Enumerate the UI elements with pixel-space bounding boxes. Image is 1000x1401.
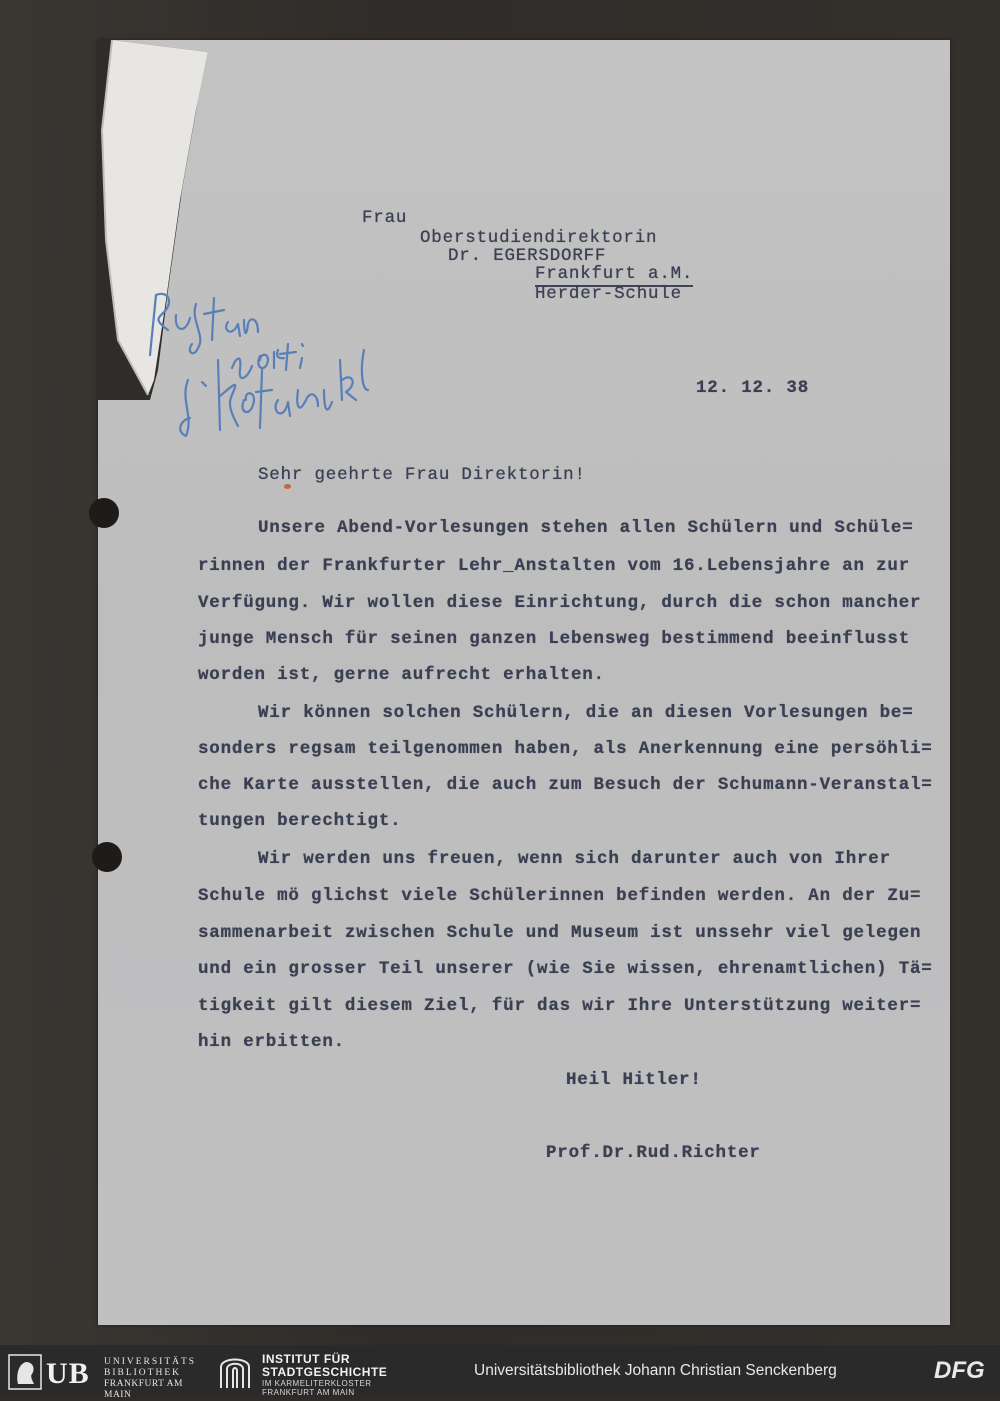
letter-closing: Heil Hitler! xyxy=(566,1070,702,1090)
letter-greeting: Sehr geehrte Frau Direktorin! xyxy=(258,465,586,485)
body-line: hin erbitten. xyxy=(198,1032,345,1052)
address-school: Herder-Schule xyxy=(535,284,682,304)
letter-date: 12. 12. 38 xyxy=(696,378,810,398)
inst-line-4: FRANKFURT AM MAIN xyxy=(262,1388,355,1397)
institut-logo[interactable] xyxy=(218,1351,418,1397)
dfg-logo[interactable]: DFG xyxy=(934,1357,985,1384)
ub-line-1: UNIVERSITÄTS xyxy=(104,1357,197,1367)
institut-title xyxy=(262,1353,387,1379)
footer-bar xyxy=(0,1345,1000,1400)
punch-hole-top xyxy=(89,498,119,528)
body-line: Wir können solchen Schülern, die an diesen Vorlesungen be= xyxy=(258,703,914,723)
ub-text-lines xyxy=(104,1357,196,1401)
ub-line-3: FRANKFURT AM MAIN xyxy=(104,1379,183,1400)
ub-letters: UB xyxy=(46,1357,90,1390)
institut-subtitle xyxy=(262,1379,372,1397)
body-line: und ein grosser Teil unserer (wie Sie wissen, ehrenamtlichen) Tä= xyxy=(198,959,933,979)
punch-hole-bottom xyxy=(92,842,122,872)
body-line: sammenarbeit zwischen Schule und Museum ist unssehr viel gelegen xyxy=(198,923,922,943)
body-line: Verfügung. Wir wollen diese Einrichtung, durch die schon mancher xyxy=(198,593,922,613)
inst-line-1: INSTITUT FÜR xyxy=(262,1352,350,1366)
handwritten-pencil-note xyxy=(128,240,428,440)
body-line: junge Mensch für seinen ganzen Lebensweg bestimmend beeinflusst xyxy=(198,629,911,649)
body-line: rinnen der Frankfurter Lehr_Anstalten vom 16.Lebensjahre an zur xyxy=(198,556,911,576)
body-line: che Karte ausstellen, die auch zum Besuch der Schumann-Veranstal= xyxy=(198,775,933,795)
body-line: sonders regsam teilgenommen haben, als Anerkennung eine persöhli= xyxy=(198,739,933,759)
body-line: Schule mö glichst viele Schülerinnen befinden werden. An der Zu= xyxy=(198,886,922,906)
inst-line-2: STADTGESCHICHTE xyxy=(262,1365,388,1379)
letter-signature: Prof.Dr.Rud.Richter xyxy=(546,1143,761,1163)
address-city: Frankfurt a.M. xyxy=(535,264,693,287)
goethe-portrait-icon xyxy=(8,1354,42,1390)
body-line: tungen berechtigt. xyxy=(198,811,402,831)
address-title: Oberstudiendirektorin xyxy=(420,228,658,248)
body-line: Wir werden uns freuen, wenn sich darunter auch von Ihrer xyxy=(258,849,891,869)
footer-library-name[interactable]: Universitätsbibliothek Johann Christian Senckenberg xyxy=(474,1362,837,1379)
ub-line-2: BIBLIOTHEK xyxy=(104,1368,181,1378)
address-frau: Frau xyxy=(362,208,408,228)
address-name: Dr. EGERSDORFF xyxy=(448,246,607,266)
arch-icon xyxy=(218,1353,252,1389)
body-line: tigkeit gilt diesem Ziel, für das wir Ihre Unterstützung weiter= xyxy=(198,996,922,1016)
body-line: Unsere Abend-Vorlesungen stehen allen Schülern und Schüle= xyxy=(258,518,914,538)
inst-line-3: IM KARMELITERKLOSTER xyxy=(262,1379,372,1388)
ub-logo[interactable] xyxy=(6,1353,197,1400)
body-line: worden ist, gerne aufrecht erhalten. xyxy=(198,665,605,685)
